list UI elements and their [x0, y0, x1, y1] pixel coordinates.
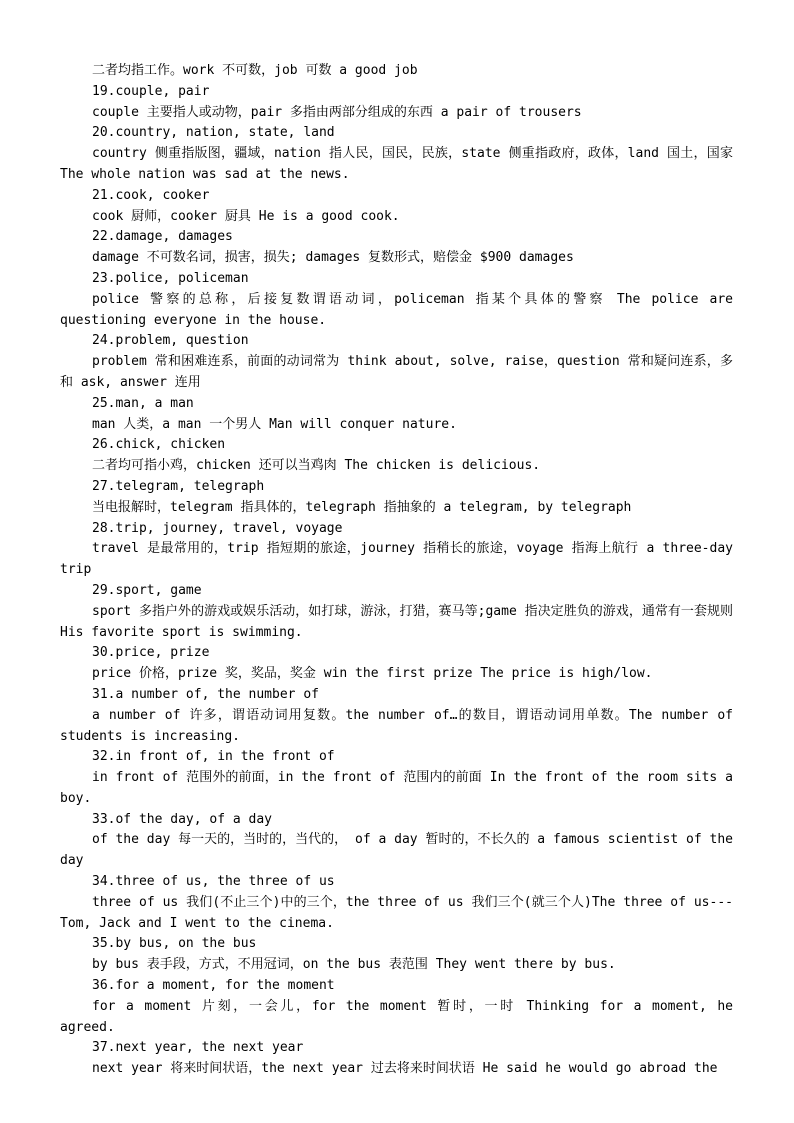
text-line: by bus 表手段，方式，不用冠词，on the bus 表范围 They went there by bus. [92, 957, 616, 973]
text-line: man 人类，a man 一个男人 Man will conquer nature. [92, 416, 457, 432]
item-heading-30: 30.price, prize [92, 645, 210, 661]
text-line: sport 多指户外的游戏或娱乐活动，如打球，游泳，打猎，赛马等;game 指决定胜负的游戏，通常有一套规则 His favorite sport is swimming. [60, 603, 733, 640]
text-line: police 警察的总称，后接复数谓语动词，policeman 指某个具体的警察 The police are questioning everyone in the house. [60, 291, 733, 328]
text-line: 二者均指工作。work 不可数，job 可数 a good job [92, 63, 418, 78]
text-line: a number of 许多，谓语动词用复数。the number of…的数目，谓语动词用单数。The number of students is increasing. [60, 707, 733, 744]
text-line: for a moment 片刻，一会儿，for the moment 暂时，一时 Thinking for a moment, he agreed. [60, 998, 733, 1035]
text-line: three of us 我们(不止三个)中的三个，the three of us 我们三个(就三个人)The three of us---Tom, Jack and I went to the cinema. [60, 894, 733, 931]
text-line: couple 主要指人或动物，pair 多指由两部分组成的东西 a pair of trousers [92, 104, 582, 120]
item-heading-33: 33.of the day, of a day [92, 811, 273, 827]
item-heading-34: 34.three of us, the three of us [92, 874, 335, 890]
item-heading-32: 32.in front of, in the front of [92, 749, 335, 765]
text-line: in front of 范围外的前面，in the front of 范围内的前面 In the front of the room sits a boy. [60, 770, 733, 806]
text-line: of the day 每一天的，当时的，当代的， of a day 暂时的，不长久的 a famous scientist of the day [60, 832, 733, 869]
item-heading-25: 25.man, a man [92, 395, 194, 411]
text-line: price 价格，prize 奖，奖品，奖金 win the first prize The price is high/low. [92, 666, 653, 682]
text-line: next year 将来时间状语，the next year 过去将来时间状语 He said he would go abroad the [92, 1061, 718, 1077]
text-line: 二者均可指小鸡，chicken 还可以当鸡肉 The chicken is delicious. [92, 458, 541, 474]
item-heading-19: 19.couple, pair [92, 83, 210, 99]
document-body [60, 61, 733, 1080]
text-line: country 侧重指版图，疆域，nation 指人民，国民，民族，state 侧重指政府，政体，land 国土，国家 The whole nation was sad at the news. [60, 146, 733, 182]
item-heading-26: 26.chick, chicken [92, 437, 226, 453]
item-heading-31: 31.a number of, the number of [92, 686, 319, 702]
item-heading-24: 24.problem, question [92, 333, 249, 349]
item-heading-22: 22.damage, damages [92, 229, 233, 245]
item-heading-20: 20.country, nation, state, land [92, 125, 335, 141]
item-heading-28: 28.trip, journey, travel, voyage [92, 520, 343, 536]
item-heading-35: 35.by bus, on the bus [92, 936, 257, 952]
item-heading-36: 36.for a moment, for the moment [92, 978, 335, 994]
item-heading-23: 23.police, policeman [92, 270, 249, 286]
item-heading-29: 29.sport, game [92, 582, 202, 598]
text-line: cook 厨师，cooker 厨具 He is a good cook. [92, 208, 400, 224]
text-line: problem 常和困难连系，前面的动词常为 think about, solve, raise，question 常和疑问连系，多和 ask, answer 连用 [60, 354, 733, 390]
item-heading-21: 21.cook, cooker [92, 187, 210, 203]
text-line: travel 是最常用的，trip 指短期的旅途，journey 指稍长的旅途，voyage 指海上航行 a three-day trip [60, 541, 733, 578]
text-line: damage 不可数名词，损害，损失; damages 复数形式，赔偿金 $900 damages [92, 250, 574, 266]
text-line: 当电报解时，telegram 指具体的，telegraph 指抽象的 a telegram, by telegraph [92, 499, 632, 515]
item-heading-37: 37.next year, the next year [92, 1040, 304, 1056]
item-heading-27: 27.telegram, telegraph [92, 478, 265, 494]
